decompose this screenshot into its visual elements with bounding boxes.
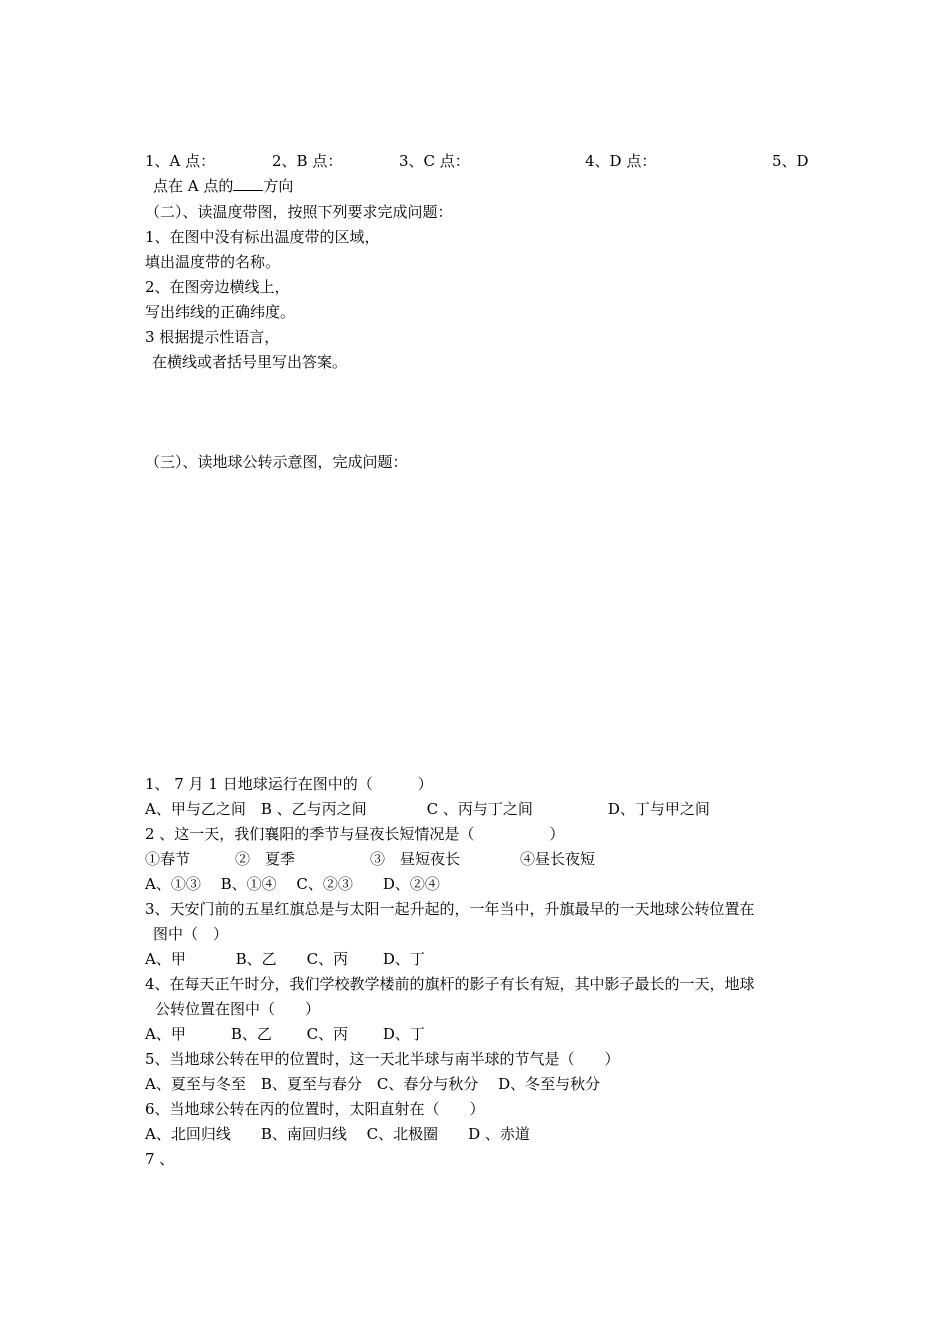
question-line: 4、在每天正午时分，我们学校教学楼前的旗杆的影子有长有短，其中影子最长的一天，地球 <box>145 975 755 993</box>
question-line: 6、当地球公转在丙的位置时，太阳直射在（ ） <box>145 1100 485 1118</box>
question-5-text-after: 方向 <box>263 177 294 195</box>
section-2-line: 写出纬线的正确纬度。 <box>145 303 296 321</box>
point-b-label: 2、B 点： <box>272 152 343 170</box>
section-2-line: 2、在图旁边横线上， <box>145 278 290 296</box>
question-line: 5、当地球公转在甲的位置时，这一天北半球与南半球的节气是（ ） <box>145 1050 620 1068</box>
section-2-heading: （二）、读温度带图，按照下列要求完成问题： <box>145 203 453 221</box>
options-line: A、甲 B、乙 C、丙 D、丁 <box>145 950 425 968</box>
answer-blank <box>233 176 263 191</box>
section-2-line: 填出温度带的名称。 <box>145 253 281 271</box>
question-line: 3、天安门前的五星红旗总是与太阳一起升起的，一年当中，升旗最早的一天地球公转位置在 <box>145 900 755 918</box>
options-line: A、①③ B、①④ C、②③ D、②④ <box>145 875 440 893</box>
section-3-heading: （三）、读地球公转示意图，完成问题： <box>145 453 408 471</box>
question-5-text-before: 点在 A 点的 <box>153 177 234 195</box>
question-line: 公转位置在图中（ ） <box>155 1000 321 1018</box>
section-2-line: 3 根据提示性语言， <box>145 328 280 346</box>
question-line: 7 、 <box>145 1150 175 1168</box>
question-line: 1、 7 月 1 日地球运行在图中的（ ） <box>145 775 433 793</box>
question-5-continuation <box>153 176 293 196</box>
question-5-start: 5、D <box>772 152 809 170</box>
point-d-label: 4、D 点： <box>585 152 657 170</box>
point-a-label: 1、A 点： <box>145 152 216 170</box>
options-line: ①春节 ② 夏季 ③ 昼短夜长 ④昼长夜短 <box>145 850 596 868</box>
question-line: 2 、这一天，我们襄阳的季节与昼夜长短情况是（ ） <box>145 825 565 843</box>
question-line: 图中（ ） <box>153 925 229 943</box>
options-line: A、甲 B、乙 C、丙 D、丁 <box>145 1025 425 1043</box>
options-line: A、夏至与冬至 B、夏至与春分 C、春分与秋分 D、冬至与秋分 <box>145 1075 601 1093</box>
point-c-label: 3、C 点： <box>399 152 470 170</box>
section-2-line: 1、在图中没有标出温度带的区域， <box>145 228 380 246</box>
options-line: A、北回归线 B、南回归线 C、北极圈 D 、赤道 <box>145 1125 530 1143</box>
options-line: A、甲与乙之间 B 、乙与丙之间 C 、丙与丁之间 D、丁与甲之间 <box>145 800 710 818</box>
section-2-line: 在横线或者括号里写出答案。 <box>152 353 348 371</box>
